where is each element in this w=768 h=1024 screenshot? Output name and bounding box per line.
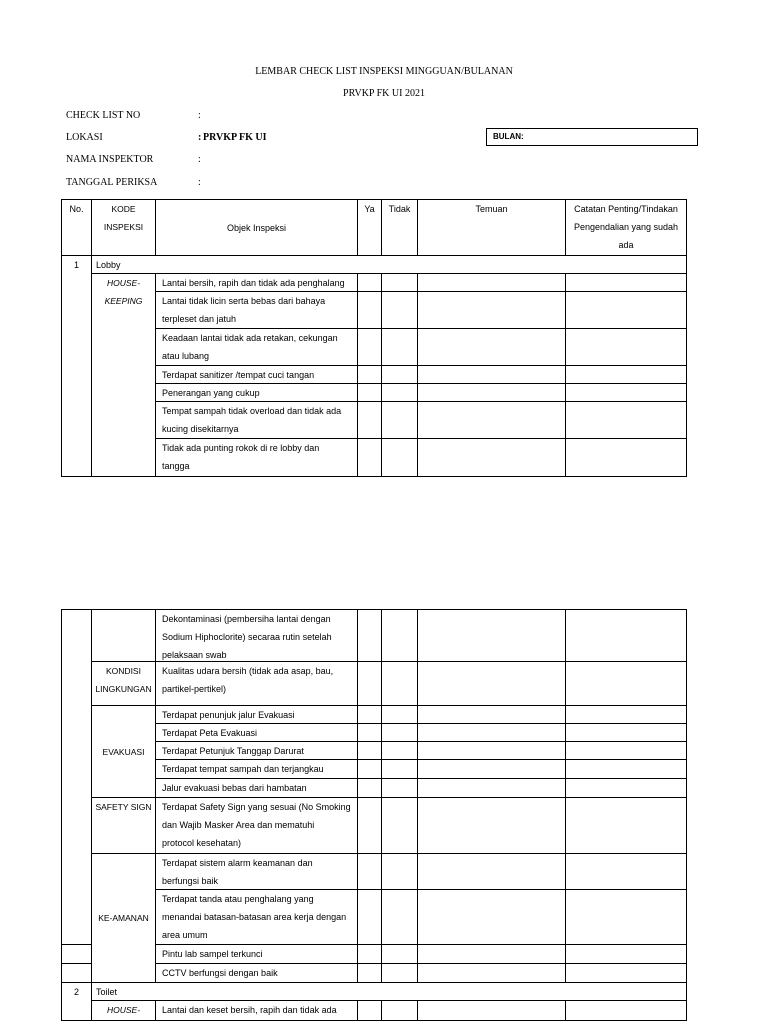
catatan-cell xyxy=(566,706,687,724)
ya-cell xyxy=(358,890,382,945)
ya-cell xyxy=(358,964,382,983)
nama-inspektor-colon: : xyxy=(198,154,201,165)
no-cell xyxy=(62,610,92,945)
temuan-cell xyxy=(418,292,566,329)
temuan-cell xyxy=(418,439,566,477)
temuan-cell xyxy=(418,274,566,292)
catatan-cell xyxy=(566,779,687,798)
lokasi-label: LOKASI xyxy=(66,132,103,143)
temuan-cell xyxy=(418,945,566,964)
temuan-cell xyxy=(418,329,566,366)
ya-cell xyxy=(358,945,382,964)
catatan-cell xyxy=(566,854,687,890)
tidak-cell xyxy=(382,779,418,798)
document-title: LEMBAR CHECK LIST INSPEKSI MINGGUAN/BULANAN xyxy=(255,66,513,77)
catatan-cell xyxy=(566,366,687,384)
ya-cell xyxy=(358,384,382,402)
temuan-cell xyxy=(418,760,566,779)
tidak-cell xyxy=(382,964,418,983)
nama-inspektor-label: NAMA INSPEKTOR xyxy=(66,154,154,165)
header-temuan: Temuan xyxy=(418,200,566,256)
catatan-cell xyxy=(566,742,687,760)
objek-inspeksi-item: Pintu lab sampel terkunci xyxy=(156,945,358,964)
checklist-no-label: CHECK LIST NO xyxy=(66,110,141,121)
objek-inspeksi-item: Lantai tidak licin serta bebas dari bahaya terpleset dan jatuh xyxy=(156,292,358,329)
kode-inspeksi: KE-AMANAN xyxy=(92,854,156,983)
temuan-cell xyxy=(418,366,566,384)
temuan-cell xyxy=(418,1001,566,1021)
kode-inspeksi: KONDISI LINGKUNGAN xyxy=(92,662,156,706)
checklist-table-continued xyxy=(61,609,687,1021)
objek-inspeksi-item: Terdapat tempat sampah dan terjangkau xyxy=(156,760,358,779)
tidak-cell xyxy=(382,274,418,292)
ya-cell xyxy=(358,366,382,384)
ya-cell xyxy=(358,798,382,854)
tidak-cell xyxy=(382,706,418,724)
header-no: No. xyxy=(62,200,92,256)
ya-cell xyxy=(358,610,382,662)
header-tidak: Tidak xyxy=(382,200,418,256)
lokasi-value: PRVKP FK UI xyxy=(203,132,267,143)
catatan-cell xyxy=(566,798,687,854)
catatan-cell xyxy=(566,662,687,706)
header-objek-inspeksi: Objek Inspeksi xyxy=(156,200,358,256)
temuan-cell xyxy=(418,964,566,983)
objek-inspeksi-item: Terdapat sanitizer /tempat cuci tangan xyxy=(156,366,358,384)
ya-cell xyxy=(358,724,382,742)
ya-cell xyxy=(358,706,382,724)
header-kode-inspeksi: KODE INSPEKSI xyxy=(92,200,156,256)
tidak-cell xyxy=(382,742,418,760)
kode-inspeksi: HOUSE- xyxy=(92,1001,156,1021)
catatan-cell xyxy=(566,274,687,292)
temuan-cell xyxy=(418,402,566,439)
temuan-cell xyxy=(418,610,566,662)
kode-inspeksi-cell xyxy=(92,610,156,662)
temuan-cell xyxy=(418,662,566,706)
objek-inspeksi-item: Tempat sampah tidak overload dan tidak ada kucing disekitarnya xyxy=(156,402,358,439)
tidak-cell xyxy=(382,610,418,662)
objek-inspeksi-item: Tidak ada punting rokok di re lobby dan tangga xyxy=(156,439,358,477)
tidak-cell xyxy=(382,292,418,329)
temuan-cell xyxy=(418,854,566,890)
tanggal-periksa-label: TANGGAL PERIKSA xyxy=(66,177,158,188)
objek-inspeksi-item: Lantai dan keset bersih, rapih dan tidak ada xyxy=(156,1001,358,1021)
objek-inspeksi-item: Penerangan yang cukup xyxy=(156,384,358,402)
objek-inspeksi-item: Terdapat penunjuk jalur Evakuasi xyxy=(156,706,358,724)
section-name: Toilet xyxy=(92,983,687,1001)
tidak-cell xyxy=(382,366,418,384)
section-number: 2 xyxy=(62,983,92,1021)
objek-inspeksi-item: Lantai bersih, rapih dan tidak ada penghalang xyxy=(156,274,358,292)
temuan-cell xyxy=(418,798,566,854)
ya-cell xyxy=(358,854,382,890)
objek-inspeksi-item: Terdapat Petunjuk Tanggap Darurat xyxy=(156,742,358,760)
no-cell xyxy=(62,964,92,983)
objek-inspeksi-item: Jalur evakuasi bebas dari hambatan xyxy=(156,779,358,798)
catatan-cell xyxy=(566,402,687,439)
tidak-cell xyxy=(382,798,418,854)
catatan-cell xyxy=(566,760,687,779)
catatan-cell xyxy=(566,724,687,742)
catatan-cell xyxy=(566,945,687,964)
bulan-label: BULAN: xyxy=(493,132,524,141)
tidak-cell xyxy=(382,945,418,964)
tanggal-periksa-colon: : xyxy=(198,177,201,188)
objek-inspeksi-item: Dekontaminasi (pembersiha lantai dengan Sodium Hiphoclorite) secaraa rutin setelah pelaksaan swab xyxy=(156,610,358,662)
temuan-cell xyxy=(418,890,566,945)
tidak-cell xyxy=(382,854,418,890)
catatan-cell xyxy=(566,292,687,329)
temuan-cell xyxy=(418,742,566,760)
tidak-cell xyxy=(382,890,418,945)
catatan-cell xyxy=(566,439,687,477)
document-subtitle: PRVKP FK UI 2021 xyxy=(343,88,425,99)
tidak-cell xyxy=(382,329,418,366)
temuan-cell xyxy=(418,724,566,742)
tidak-cell xyxy=(382,402,418,439)
temuan-cell xyxy=(418,779,566,798)
objek-inspeksi-item: Kualitas udara bersih (tidak ada asap, bau, partikel-pertikel) xyxy=(156,662,358,706)
bulan-box xyxy=(486,128,698,146)
ya-cell xyxy=(358,779,382,798)
objek-inspeksi-item: Keadaan lantai tidak ada retakan, cekungan atau lubang xyxy=(156,329,358,366)
catatan-cell xyxy=(566,890,687,945)
ya-cell xyxy=(358,292,382,329)
tidak-cell xyxy=(382,724,418,742)
ya-cell xyxy=(358,760,382,779)
section-name: Lobby xyxy=(92,256,687,274)
ya-cell xyxy=(358,439,382,477)
temuan-cell xyxy=(418,384,566,402)
objek-inspeksi-item: Terdapat Peta Evakuasi xyxy=(156,724,358,742)
ya-cell xyxy=(358,274,382,292)
ya-cell xyxy=(358,662,382,706)
tidak-cell xyxy=(382,662,418,706)
objek-inspeksi-item: Terdapat tanda atau penghalang yang menandai batasan-batasan area kerja dengan area umum xyxy=(156,890,358,945)
section-number: 1 xyxy=(62,256,92,477)
objek-inspeksi-item: Terdapat sistem alarm keamanan dan berfungsi baik xyxy=(156,854,358,890)
header-catatan: Catatan Penting/Tindakan Pengendalian yang sudah ada xyxy=(566,200,687,256)
temuan-cell xyxy=(418,706,566,724)
kode-inspeksi: EVAKUASI xyxy=(92,706,156,798)
checklist-no-colon: : xyxy=(198,110,201,121)
catatan-cell xyxy=(566,1001,687,1021)
no-cell xyxy=(62,945,92,964)
objek-inspeksi-item: CCTV berfungsi dengan baik xyxy=(156,964,358,983)
catatan-cell xyxy=(566,329,687,366)
tidak-cell xyxy=(382,760,418,779)
kode-inspeksi: HOUSE- KEEPING xyxy=(92,274,156,477)
ya-cell xyxy=(358,742,382,760)
header-ya: Ya xyxy=(358,200,382,256)
objek-inspeksi-item: Terdapat Safety Sign yang sesuai (No Smoking dan Wajib Masker Area dan mematuhi protocol kesehatan) xyxy=(156,798,358,854)
tidak-cell xyxy=(382,439,418,477)
lokasi-colon: : xyxy=(198,132,202,143)
catatan-cell xyxy=(566,964,687,983)
ya-cell xyxy=(358,1001,382,1021)
catatan-cell xyxy=(566,384,687,402)
ya-cell xyxy=(358,329,382,366)
tidak-cell xyxy=(382,384,418,402)
checklist-table-lobby xyxy=(61,199,687,477)
catatan-cell xyxy=(566,610,687,662)
tidak-cell xyxy=(382,1001,418,1021)
kode-inspeksi: SAFETY SIGN xyxy=(92,798,156,854)
ya-cell xyxy=(358,402,382,439)
